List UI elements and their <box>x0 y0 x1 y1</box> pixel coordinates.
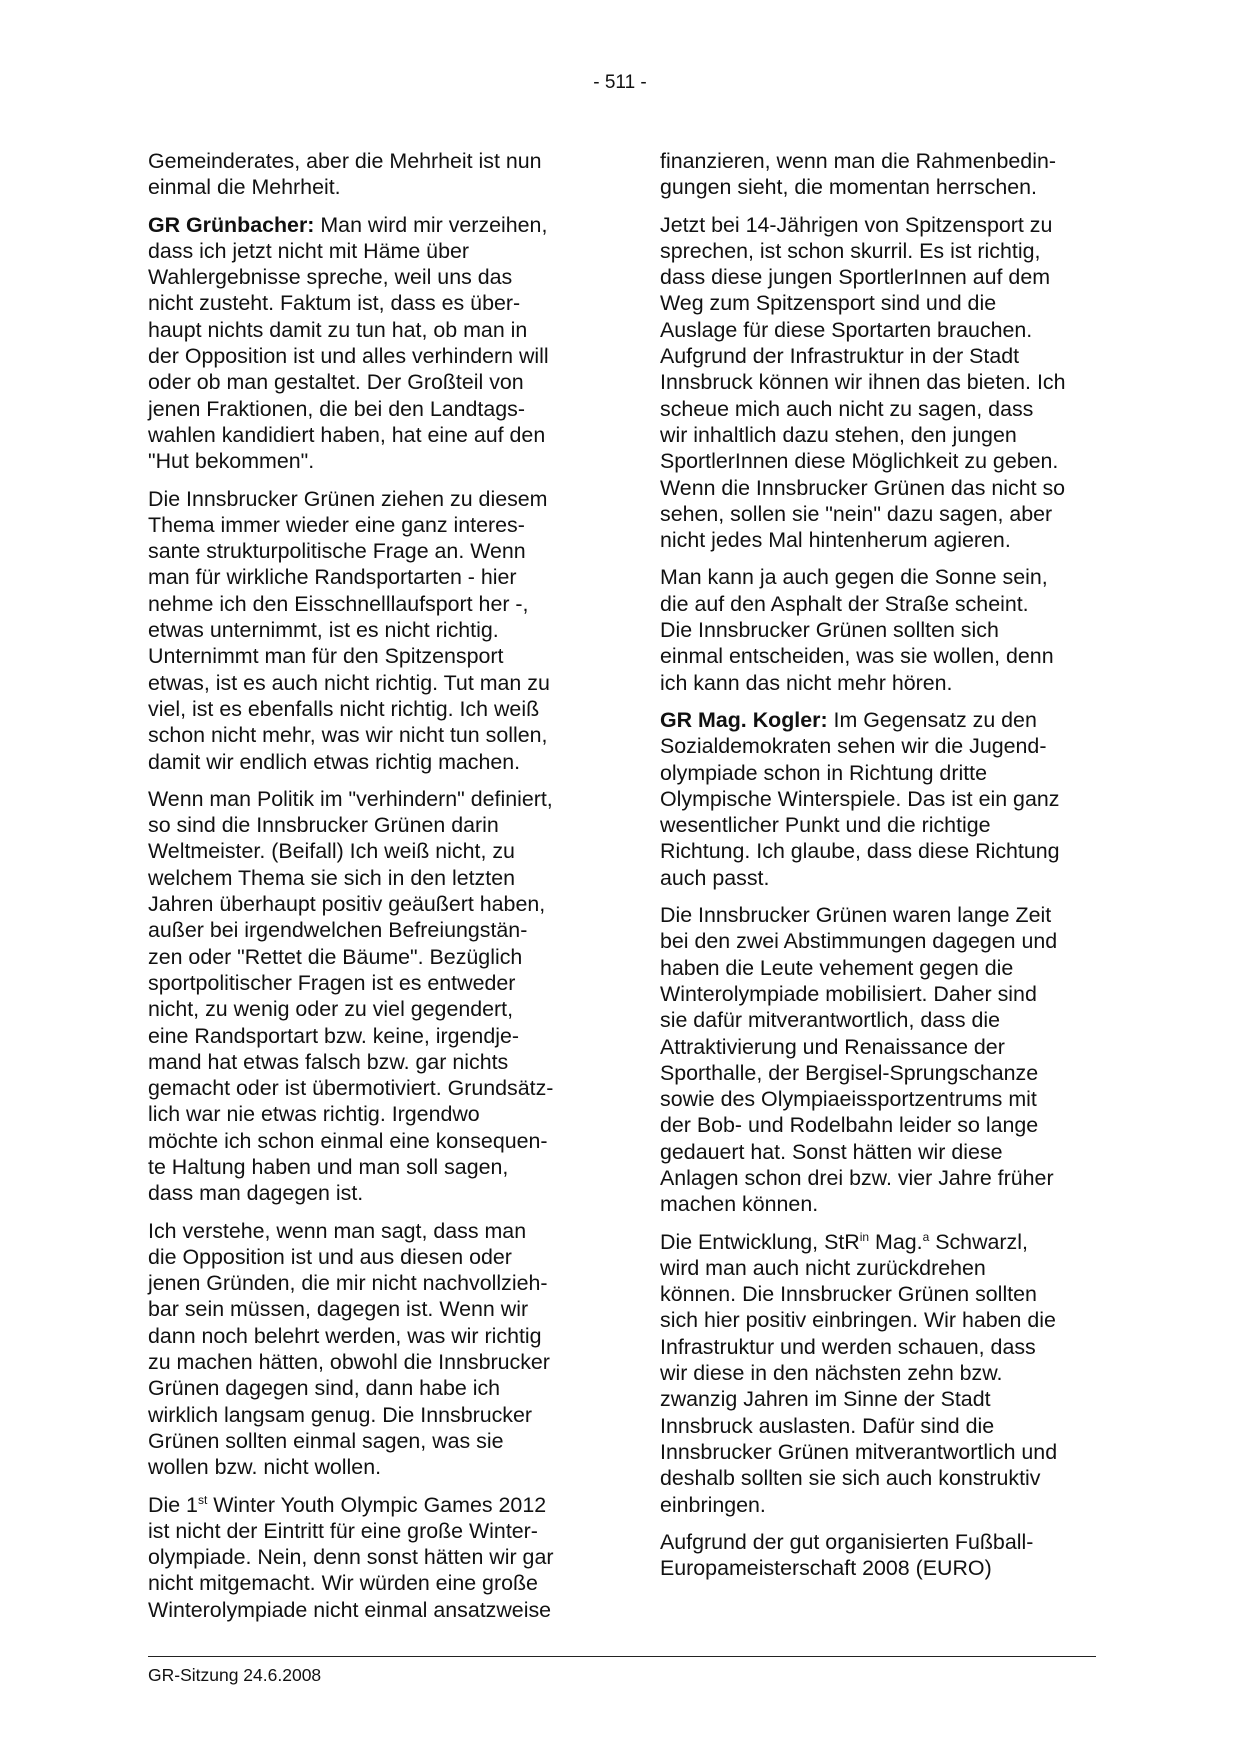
paragraph: Jetzt bei 14-Jährigen von Spitzensport zu sprechen, ist schon skurril. Es ist richtig, dass diese jungen SportlerInnen auf dem Weg zum Spitzensport sind und die Auslage für diese Sportarten brauchen. Aufgrund der Infrastruktur in der Stadt Innsbruck können wir ihnen das bieten. Ich scheue mich auch nicht zu sagen, dass wir inhaltlich dazu stehen, den jungen SportlerInnen diese Möglichkeit zu geben. Wenn die Innsbrucker Grünen das nicht so sehen, sollen sie "nein" dazu sagen, aber nicht jedes Mal hintenherum agieren. <box>660 212 1066 553</box>
speaker-name: GR Mag. Kogler: <box>660 707 828 732</box>
paragraph: Wenn man Politik im "verhindern" definiert, so sind die Innsbrucker Grünen darin Weltmeister. (Beifall) Ich weiß nicht, zu welchem Thema sie sich in den letzten Jahren überhaupt positiv geäußert haben, außer bei irgendwelchen Befreiungstän- zen oder "Rettet die Bäume". Bezüglich sportpolitischer Fragen ist es entweder nicht, zu wenig oder zu viel gegendert, eine Randsportart bzw. keine, irgendje- mand hat etwas falsch bzw. gar nichts gemacht oder ist übermotiviert. Grundsätz- lich war nie etwas richtig. Irgendwo möchte ich schon einmal eine konsequen- te Haltung haben und man soll sagen, dass man dagegen ist. <box>148 786 554 1206</box>
superscript: a <box>922 1229 930 1244</box>
footer-divider <box>148 1656 1096 1657</box>
paragraph <box>660 1229 1098 1518</box>
paragraph: Die Innsbrucker Grünen ziehen zu diesem Thema immer wieder eine ganz interes- sante strukturpolitische Frage an. Wenn man für wirkliche Randsportarten - hier nehme ich den Eisschnelllaufsport her -, etwas unternimmt, ist es nicht richtig. Unternimmt man für den Spitzensport etwas, ist es auch nicht richtig. Tut man zu viel, ist es ebenfalls nicht richtig. Ich weiß schon nicht mehr, was wir nicht tun sollen, damit wir endlich etwas richtig machen. <box>148 486 550 774</box>
paragraph <box>148 1492 586 1623</box>
paragraph-text: Im Gegensatz zu den Sozialdemokraten sehen wir die Jugend- olympiade schon in Richtung dritte Olympische Winterspiele. Das ist ein ganz wesentlicher Punkt und die richtige Richtung. Ich glaube, dass diese Richtung auch passt. <box>660 707 1060 890</box>
paragraph: Aufgrund der gut organisierten Fußball- Europameisterschaft 2008 (EURO) <box>660 1529 1034 1581</box>
paragraph <box>660 707 1098 891</box>
paragraph-text: Die Entwicklung, StR <box>660 1229 860 1254</box>
paragraph-text: Man wird mir verzeihen, dass ich jetzt nicht mit Häme über Wahlergebnisse spreche, weil uns das nicht zusteht. Faktum ist, dass es über- haupt nichts damit zu tun hat, ob man in der Opposition ist und alles verhindern will oder ob man gestaltet. Der Großteil von jenen Fraktionen, die bei den Landtags- wahlen kandidiert haben, hat eine auf den "Hut bekommen". <box>148 212 549 474</box>
paragraph: Ich verstehe, wenn man sagt, dass man die Opposition ist und aus diesen oder jenen Gründen, die mir nicht nachvollzieh- bar sein müssen, dagegen ist. Wenn wir dann noch belehrt werden, was wir richtig zu machen hätten, obwohl die Innsbrucker Grünen dagegen sind, dann habe ich wirklich langsam genug. Die Innsbrucker Grünen sollten einmal sagen, was sie wollen bzw. nicht wollen. <box>148 1218 550 1480</box>
paragraph: Die Innsbrucker Grünen waren lange Zeit bei den zwei Abstimmungen dagegen und haben die Leute vehement gegen die Winterolympiade mobilisiert. Daher sind sie dafür mitverantwortlich, dass die Attraktivierung und Renaissance der Sporthalle, der Bergisel-Sprungschanze sowie des Olympiaeissportzentrums mit der Bob- und Rodelbahn leider so lange gedauert hat. Sonst hätten wir diese Anlagen schon drei bzw. vier Jahre früher machen können. <box>660 903 1058 1217</box>
paragraph: Man kann ja auch gegen die Sonne sein, die auf den Asphalt der Straße scheint. Die Innsbrucker Grünen sollten sich einmal entscheiden, was sie wollen, denn ich kann das nicht mehr hören. <box>660 565 1054 695</box>
left-column <box>148 148 586 1634</box>
paragraph-text: Die 1 <box>148 1492 198 1517</box>
footer-session-label: GR-Sitzung 24.6.2008 <box>148 1665 322 1685</box>
right-column <box>660 148 1098 1592</box>
paragraph <box>148 212 586 475</box>
paragraph-text: Schwarzl, wird man auch nicht zurückdrehen können. Die Innsbrucker Grünen sollten sich hier positiv einbringen. Wir haben die Infrastruktur und werden schauen, dass wir diese in den nächsten zehn bzw. zwanzig Jahren im Sinne der Stadt Innsbruck auslasten. Dafür sind die Innsbrucker Grünen mitverantwortlich und deshalb sollten sie sich auch konstruktiv einbringen. <box>660 1229 1058 1517</box>
paragraph-text: Winter Youth Olympic Games 2012 ist nicht der Eintritt für eine große Winter- olympiade. Nein, denn sonst hätten wir gar nicht mitgemacht. Wir würden eine große Winterolympiade nicht einmal ansatzweise <box>148 1492 554 1622</box>
paragraph: finanzieren, wenn man die Rahmenbedin- gungen sieht, die momentan herrschen. <box>660 149 1056 200</box>
superscript: in <box>859 1229 870 1244</box>
page-number: - 511 - <box>593 72 647 93</box>
paragraph: Gemeinderates, aber die Mehrheit ist nun einmal die Mehrheit. <box>148 149 542 200</box>
speaker-name: GR Grünbacher: <box>148 212 315 237</box>
superscript: st <box>197 1492 208 1507</box>
paragraph-text: Mag. <box>869 1229 923 1254</box>
